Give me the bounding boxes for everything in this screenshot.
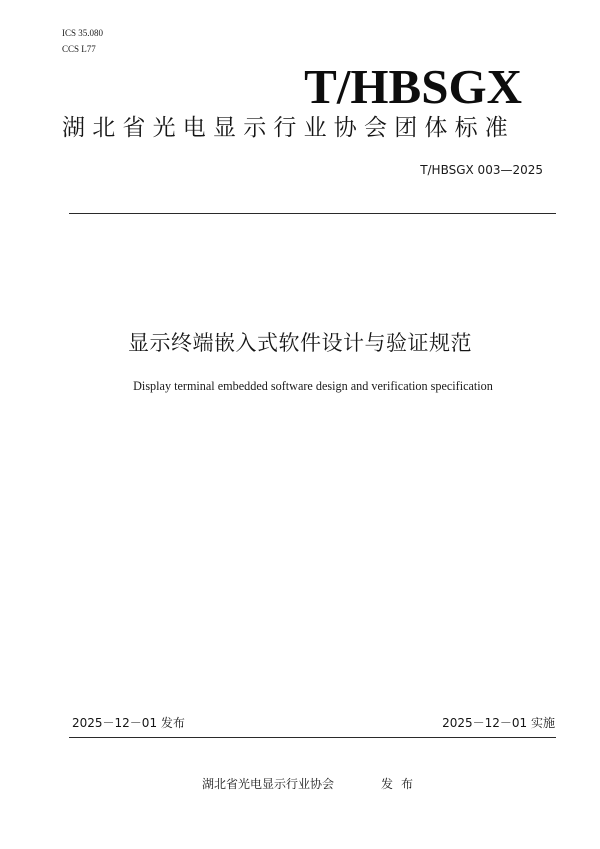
ccs-code: CCS L77 <box>62 44 96 54</box>
implementation-date: 2025－12－01 实施 <box>442 716 555 730</box>
standard-number: T/HBSGX 003—2025 <box>420 163 543 177</box>
ics-code: ICS 35.080 <box>62 28 104 38</box>
bottom-divider <box>69 737 556 738</box>
chinese-document-title: 显示终端嵌入式软件设计与验证规范 <box>128 331 472 355</box>
top-divider <box>69 213 556 214</box>
english-document-title: Display terminal embedded software design and verification specification <box>133 379 493 393</box>
organization-standard-title: 湖北省光电显示行业协会团体标准 <box>62 115 515 141</box>
publisher-name: 湖北省光电显示行业协会 <box>202 777 335 791</box>
issue-date: 2025－12－01 发布 <box>72 716 185 730</box>
standard-brand-logo: T/HBSGX <box>304 59 522 114</box>
publish-label: 发布 <box>381 777 422 791</box>
